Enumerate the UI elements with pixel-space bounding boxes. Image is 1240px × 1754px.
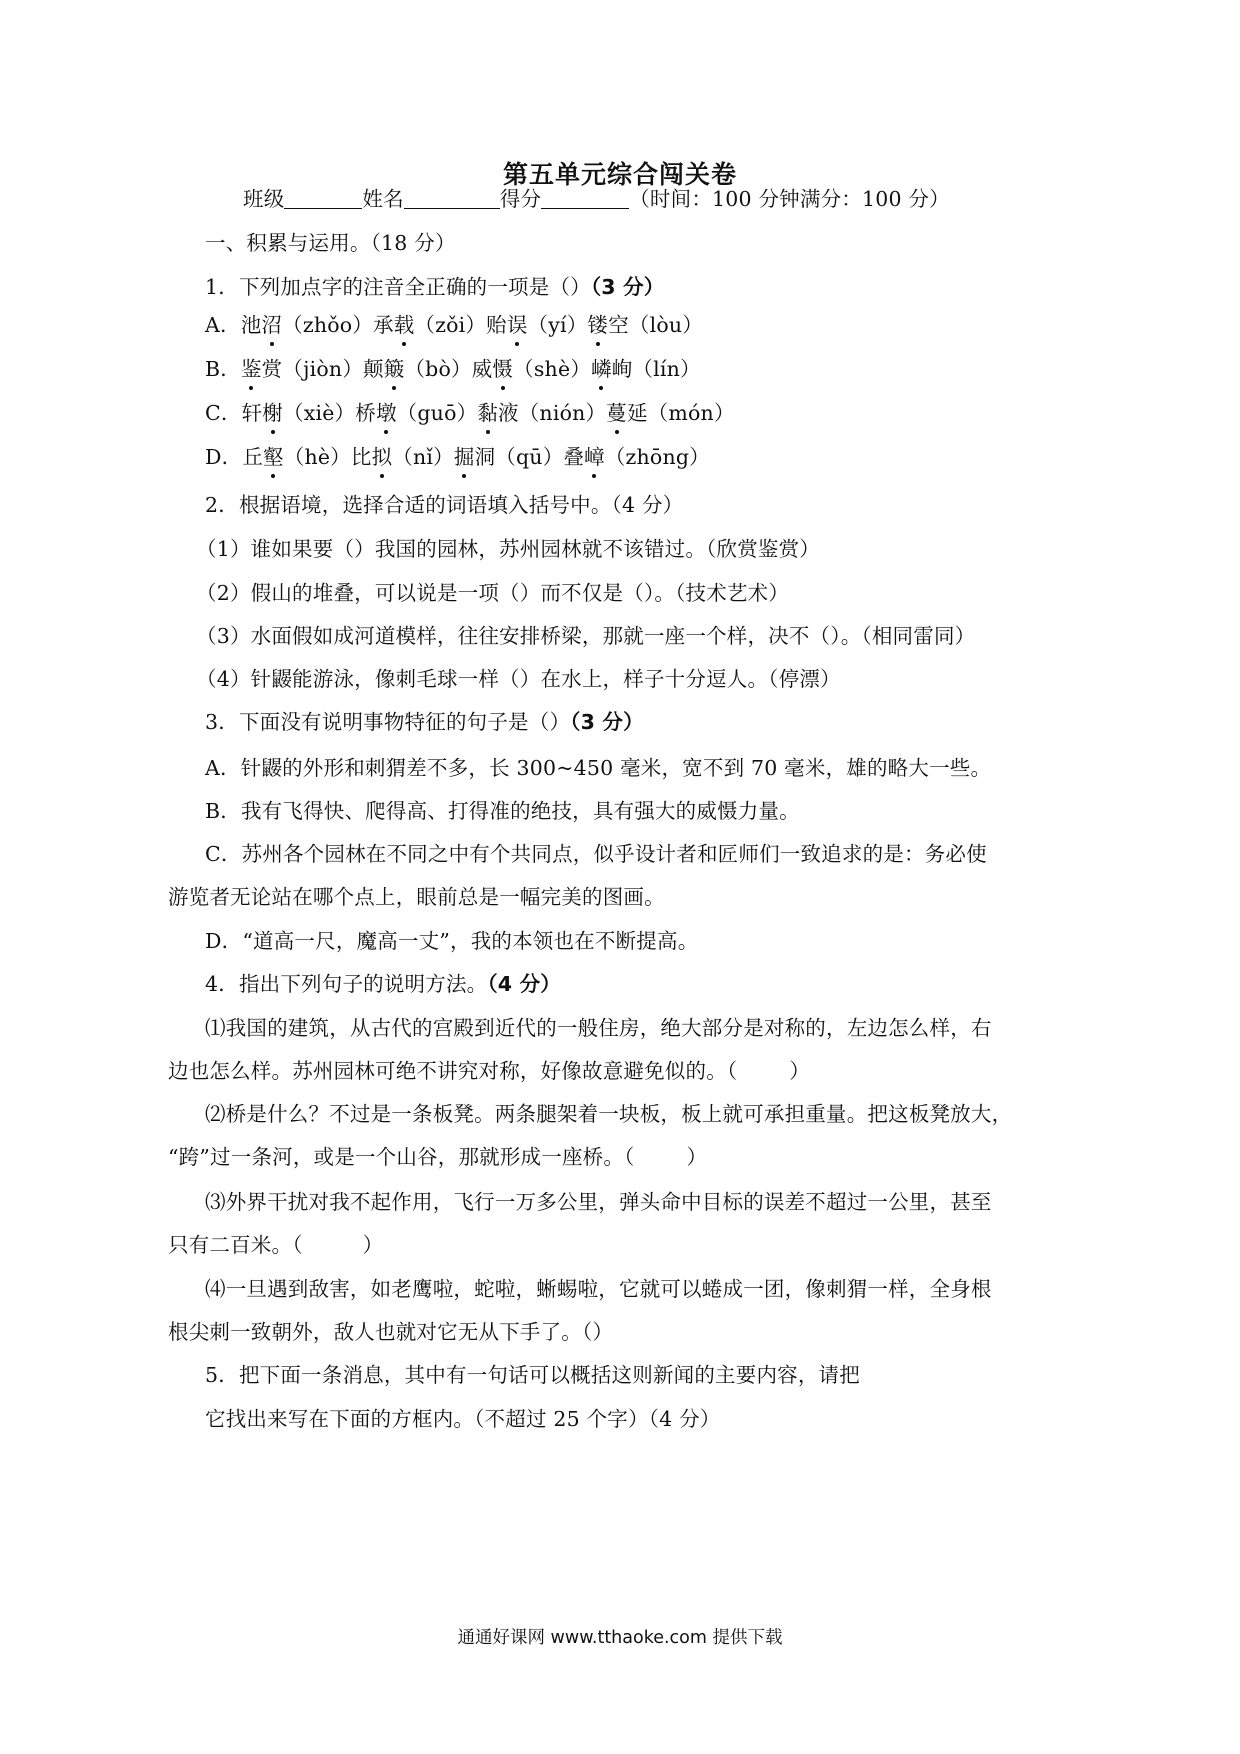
word-char: 威 <box>471 357 493 381</box>
question-3-option-c-line-1: C．苏州各个园林在不同之中有个共同点，似乎设计者和匠师们一致追求的是：务必使 <box>205 842 987 866</box>
question-2-item-3: （3）水面假如成河道模样，往往安排桥梁，那就一座一个样，决不（）。（相同雷同） <box>196 624 976 648</box>
question-4-item-1-line-2 <box>168 1056 810 1086</box>
question-2-item-4: （4）针鼹能游泳，像刺毛球一样（）在水上，样子十分逗人。（停漂） <box>196 667 841 691</box>
word-char: 液 <box>498 401 519 425</box>
question-1-option-c <box>205 398 735 428</box>
word-char: 贻 <box>486 313 507 337</box>
dotted-char: 黏 <box>477 398 498 428</box>
page-title: 第五单元综合闯关卷 <box>502 160 737 189</box>
option-label: C． <box>205 401 242 425</box>
question-4-text: 4．指出下列句子的说明方法。 <box>205 972 488 996</box>
option-label: B． <box>205 357 241 381</box>
dotted-char: 载 <box>394 310 415 340</box>
question-5-line-1: 5．把下面一条消息，其中有一句话可以概括这则新闻的主要内容，请把 <box>205 1363 860 1387</box>
dotted-char: 蔓 <box>606 398 627 428</box>
close-paren: ） <box>789 1059 811 1083</box>
dotted-char: 鉴 <box>241 354 262 384</box>
dotted-char: 榭 <box>262 398 283 428</box>
question-4-item-1-line-1: ⑴我国的建筑，从古代的宫殿到近代的一般住房，绝大部分是对称的，左边怎么样，右 <box>205 1016 992 1040</box>
sentence-text: 只有二百米。（ <box>168 1233 303 1257</box>
question-4-item-2-line-1: ⑵桥是什么？不过是一条板凳。两条腿架着一块板，板上就可承担重量。把这板凳放大， <box>205 1102 1013 1126</box>
question-4-item-3-line-1: ⑶外界干扰对我不起作用，飞行一万多公里，弹头命中目标的误差不超过一公里，甚至 <box>205 1190 992 1214</box>
word-char: 洞 <box>474 445 496 469</box>
pinyin: （nión） <box>518 401 607 425</box>
pinyin: （hè） <box>283 445 351 469</box>
pinyin: （lòu） <box>628 313 703 337</box>
score-label: 得分 <box>499 187 542 211</box>
question-1-text: 1．下列加点字的注音全正确的一项是（） <box>205 275 591 299</box>
question-5-line-2: 它找出来写在下面的方框内。（不超过 25 个字）（4 分） <box>205 1407 721 1431</box>
question-3-option-a: A．针鼹的外形和刺猬差不多，长 300~450 毫米，宽不到 70 毫米，雄的略大一些。 <box>205 756 992 780</box>
dotted-char: 拟 <box>372 442 393 472</box>
question-3-stem <box>205 707 644 737</box>
question-1-option-b <box>205 354 701 384</box>
question-3-score: （3 分） <box>570 710 644 734</box>
word-char: 颠 <box>363 357 384 381</box>
word-char: 丘 <box>242 445 264 469</box>
pinyin: （shè） <box>513 357 591 381</box>
word-char: 桥 <box>355 401 376 425</box>
dotted-char: 壑 <box>263 442 284 472</box>
section-heading: 一、积累与运用。（18 分） <box>205 231 456 255</box>
class-label: 班级 <box>243 187 285 211</box>
close-paren: ） <box>686 1145 708 1169</box>
question-4-item-3-line-2 <box>168 1230 383 1260</box>
pinyin: （nǐ） <box>392 445 454 469</box>
dotted-char: 嶂 <box>584 442 605 472</box>
question-1-score: （3 分） <box>590 275 665 299</box>
dotted-char: 掘 <box>454 442 475 472</box>
pinyin: （guō） <box>396 401 478 425</box>
word-char: 轩 <box>241 401 263 425</box>
question-3-option-c-line-2: 游览者无论站在哪个点上，眼前总是一幅完美的图画。 <box>168 885 665 909</box>
word-char: 比 <box>350 445 372 469</box>
pinyin: （zhōng） <box>604 445 710 469</box>
word-char: 延 <box>626 401 648 425</box>
word-char: 池 <box>240 313 262 337</box>
student-info-line <box>243 184 950 214</box>
question-4-item-4-line-2: 根尖刺一致朝外，敌人也就对它无从下手了。（） <box>168 1320 614 1344</box>
pinyin: （qū） <box>495 445 564 469</box>
question-3-option-d: D．“道高一尺，魔高一丈”，我的本领也在不断提高。 <box>205 929 699 953</box>
word-char: 叠 <box>563 445 585 469</box>
dotted-char: 镂 <box>587 310 608 340</box>
sentence-text: 边也怎么样。苏州园林可绝不讲究对称，好像故意避免似的。（ <box>168 1059 738 1083</box>
dotted-char: 墩 <box>376 398 397 428</box>
word-char: 空 <box>608 313 629 337</box>
class-blank[interactable] <box>284 186 362 209</box>
exam-meta: （时间：100 分钟满分：100 分） <box>629 187 950 211</box>
question-4-item-2-line-2 <box>168 1142 707 1172</box>
question-4-stem <box>205 969 561 999</box>
pinyin: （bò） <box>404 357 472 381</box>
question-4-item-4-line-1: ⑷一旦遇到敌害，如老鹰啦，蛇啦，蜥蜴啦，它就可以蜷成一团，像刺猬一样，全身根 <box>205 1277 992 1301</box>
pinyin: （xiè） <box>283 401 356 425</box>
score-blank[interactable] <box>541 186 629 209</box>
question-1-option-a <box>205 310 703 340</box>
dotted-char: 簸 <box>384 354 405 384</box>
question-2-item-2: （2）假山的堆叠，可以说是一项（）而不仅是（）。（技术艺术） <box>196 581 790 605</box>
question-2-item-1: （1）谁如果要（）我国的园林，苏州园林就不该错过。（欣赏鉴赏） <box>196 537 820 561</box>
question-3-option-b: B．我有飞得快、爬得高、打得准的绝技，具有强大的威慑力量。 <box>205 799 800 823</box>
dotted-char: 嶙 <box>591 354 612 384</box>
page-footer: 通通好课网 www.tthaoke.com 提供下载 <box>457 1628 783 1648</box>
dotted-char: 沼 <box>261 310 282 340</box>
dotted-char: 慑 <box>492 354 513 384</box>
option-label: D． <box>205 445 243 469</box>
question-3-text: 3．下面没有说明事物特征的句子是（） <box>205 710 571 734</box>
question-4-score: （4 分） <box>487 972 561 996</box>
option-label: A． <box>205 313 241 337</box>
word-char: 承 <box>373 313 394 337</box>
question-1-option-d <box>205 442 710 472</box>
pinyin: （lín） <box>632 357 701 381</box>
name-label: 姓名 <box>362 187 404 211</box>
word-char: 赏 <box>261 357 283 381</box>
pinyin: （zǒi） <box>414 313 487 337</box>
question-2-stem: 2．根据语境，选择合适的词语填入括号中。（4 分） <box>205 493 684 517</box>
name-blank[interactable] <box>404 186 500 209</box>
pinyin: （món） <box>647 401 735 425</box>
pinyin: （jiòn） <box>282 357 364 381</box>
sentence-text: “跨”过一条河，或是一个山谷，那就形成一座桥。（ <box>168 1145 635 1169</box>
dotted-char: 误 <box>507 310 528 340</box>
word-char: 峋 <box>611 357 633 381</box>
pinyin: （zhǒo） <box>282 313 374 337</box>
close-paren: ） <box>362 1233 384 1257</box>
pinyin: （yí） <box>527 313 588 337</box>
question-1-stem <box>205 272 665 302</box>
